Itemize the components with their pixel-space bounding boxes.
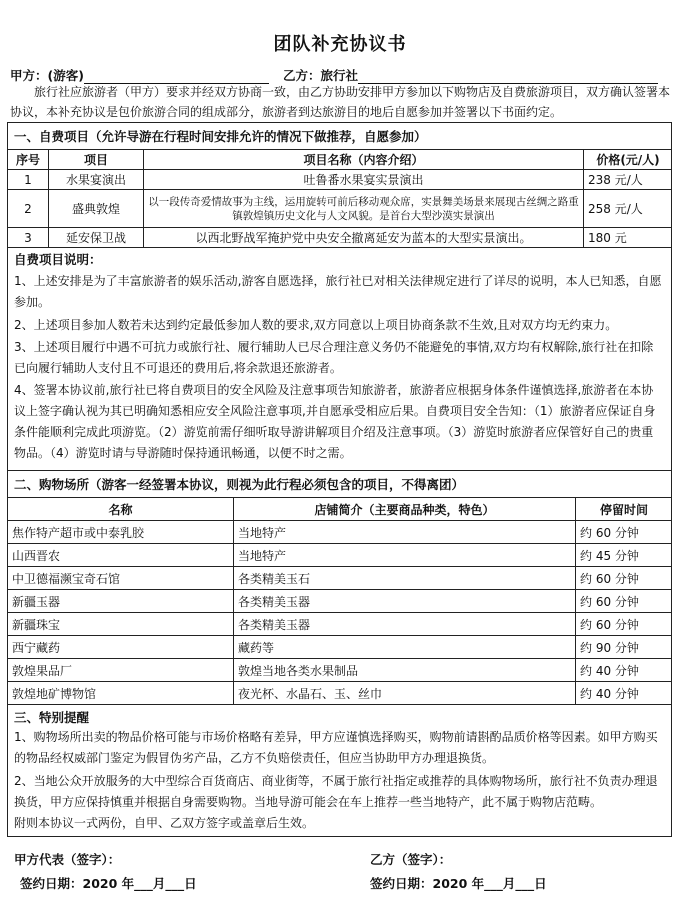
t2-r2-stay: 约 45 分钟 <box>580 548 639 563</box>
section3-heading: 三、特别提醒 <box>14 710 90 725</box>
t1-col-price: 价格(元/人) <box>596 153 660 167</box>
t2-r2-name: 山西晋农 <box>12 548 61 563</box>
t2-r7-name: 敦煌果品厂 <box>12 663 73 678</box>
t2-col-stay: 停留时间 <box>599 502 648 517</box>
agreement-frame <box>7 122 672 837</box>
t2-r3-name: 中卫德福濒宝奇石馆 <box>12 571 121 586</box>
t1-r3-price: 180 元 <box>588 231 627 245</box>
t2-r5-desc: 各类精美玉器 <box>238 617 311 632</box>
section3-para-3: 附则本协议一式两份，自甲、乙双方签字或盖章后生效。 <box>14 816 315 830</box>
section1-note-2: 2、上述项目参加人数若未达到约定最低参加人数的要求,双方同意以上项目协商条款不生效,且对双方均无约束力。 <box>14 318 618 332</box>
t1-r1-item: 水果宴演出 <box>65 173 126 187</box>
t2-r5-stay: 约 60 分钟 <box>580 617 639 632</box>
intro-paragraph: 旅行社应旅游者（甲方）要求并经双方协商一致，由乙方协助安排甲方参加以下购物店及自费旅游项目，双方确认签署本协议，本补充协议是包价旅游合同的组成部分，旅游者到达旅游目的地后自愿参加并签署以下书面约定。 <box>10 85 671 119</box>
t2-r1-desc: 当地特产 <box>238 525 287 540</box>
t1-r3-item: 延安保卫战 <box>65 231 126 245</box>
party-b-signature-label: 乙方（签字）： <box>370 852 452 867</box>
section1-note-3: 3、上述项目履行中遇不可抗力或旅行社、履行辅助人已尽合理注意义务仍不能避免的事情,双方均有权解除,旅行社在扣除已向履行辅助人支付且不可退还的费用后,将余款退还旅游者。 <box>14 340 654 375</box>
t2-col-desc: 店铺简介（主要商品种类，特色） <box>314 502 495 517</box>
section3-para-1: 1、购物场所出卖的物品价格可能与市场价格略有差异，甲方应谨慎选择购买，购物前请斟酌品质价格等因素。如甲方购买的物品经权威部门鉴定为假冒伪劣产品，乙方不负赔偿责任，但应当协助甲方办理退换货。 <box>14 730 658 765</box>
party-b-sign-date: 签约日期：2020 年___月___日 <box>370 876 547 891</box>
t2-r6-stay: 约 90 分钟 <box>580 640 639 655</box>
t1-r3-no: 3 <box>24 230 32 245</box>
t1-col-item: 项目 <box>83 153 108 167</box>
t2-r8-name: 敦煌地矿博物馆 <box>12 686 97 701</box>
t2-r4-stay: 约 60 分钟 <box>580 594 639 609</box>
t2-r8-stay: 约 40 分钟 <box>580 686 639 701</box>
t2-r2-desc: 当地特产 <box>238 548 287 563</box>
party-a-signature-label: 甲方代表（签字）： <box>14 852 121 867</box>
t2-r5-name: 新疆珠宝 <box>12 617 61 632</box>
t2-col-name: 名称 <box>108 502 133 517</box>
t2-r1-stay: 约 60 分钟 <box>580 525 639 540</box>
t2-r1-name: 焦作特产超市或中泰乳胶 <box>12 525 145 540</box>
t2-r7-stay: 约 40 分钟 <box>580 663 639 678</box>
t2-r7-desc: 敦煌当地各类水果制品 <box>238 663 359 678</box>
section3-para-2: 2、当地公众开放服务的大中型综合百货商店、商业街等，不属于旅行社指定或推荐的具体购物场所，旅行社不负责办理退换货，甲方应保持慎重并根据自身需要购物。当地导游可能会在车上推荐一些当地特产，此不属于购物店范畴。 <box>14 774 658 809</box>
party-a-label: 甲方：(游客) <box>10 68 84 83</box>
t1-r2-item: 盛典敦煌 <box>71 202 120 216</box>
t1-col-no: 序号 <box>15 153 40 167</box>
t2-r6-desc: 藏药等 <box>238 640 275 655</box>
t2-r3-desc: 各类精美玉石 <box>238 571 311 586</box>
t1-r3-desc: 以西北野战军掩护党中央安全撤离延安为蓝本的大型实景演出。 <box>195 231 532 245</box>
t1-r2-no: 2 <box>24 201 32 216</box>
section1-heading: 一、自费项目（允许导游在行程时间安排允许的情况下做推荐，自愿参加） <box>14 129 427 144</box>
t1-r1-no: 1 <box>24 172 32 187</box>
party-b-label: 乙方：旅行社 <box>283 68 359 83</box>
t1-r2-price: 258 元/人 <box>588 202 643 216</box>
party-a-sign-date: 签约日期：2020 年___月___日 <box>20 876 197 891</box>
t2-r4-name: 新疆玉器 <box>12 594 61 609</box>
t2-r8-desc: 夜光杯、水晶石、玉、丝巾 <box>238 686 383 701</box>
document-title: 团队补充协议书 <box>273 34 407 55</box>
t1-r1-price: 238 元/人 <box>588 173 643 187</box>
section1-note-1: 1、上述安排是为了丰富旅游者的娱乐活动,游客自愿选择，旅行社已对相关法律规定进行了详尽的说明，本人已知悉，自愿参加。 <box>14 274 662 309</box>
t1-col-desc: 项目名称（内容介绍） <box>303 153 424 167</box>
t2-r6-name: 西宁藏药 <box>12 640 61 655</box>
t1-r1-desc: 吐鲁番水果宴实景演出 <box>303 173 424 187</box>
t2-r4-desc: 各类精美玉器 <box>238 594 311 609</box>
t2-r3-stay: 约 60 分钟 <box>580 571 639 586</box>
section1-note-4: 4、签署本协议前,旅行社已将自费项目的安全风险及注意事项告知旅游者，旅游者应根据身体条件谨慎选择,旅游者在本协议上签字确认视为其已明确知悉相应安全风险注意事项,并自愿承受相应后果。自费项目安全告知：（1）旅游者应保证自身条件能顺利完成此项游览。（2）游览前需仔细听取导游讲解项目介绍及注意事项。（3）游览时旅游者应保管好自己的贵重物品。（4）游览时请与导游随时保持通讯畅通，以便不时之需。 <box>14 383 656 460</box>
section1-notes-title: 自费项目说明： <box>14 252 102 267</box>
t1-r2-desc: 以一段传奇爱情故事为主线，运用旋转可前后移动观众席，实景舞美场景来展现古丝绸之路重镇敦煌镇历史文化与人文风貌。是首台大型沙漠实景演出 <box>148 195 579 222</box>
section2-heading: 二、购物场所（游客一经签署本协议，则视为此行程必须包含的项目，不得离团） <box>14 477 465 492</box>
